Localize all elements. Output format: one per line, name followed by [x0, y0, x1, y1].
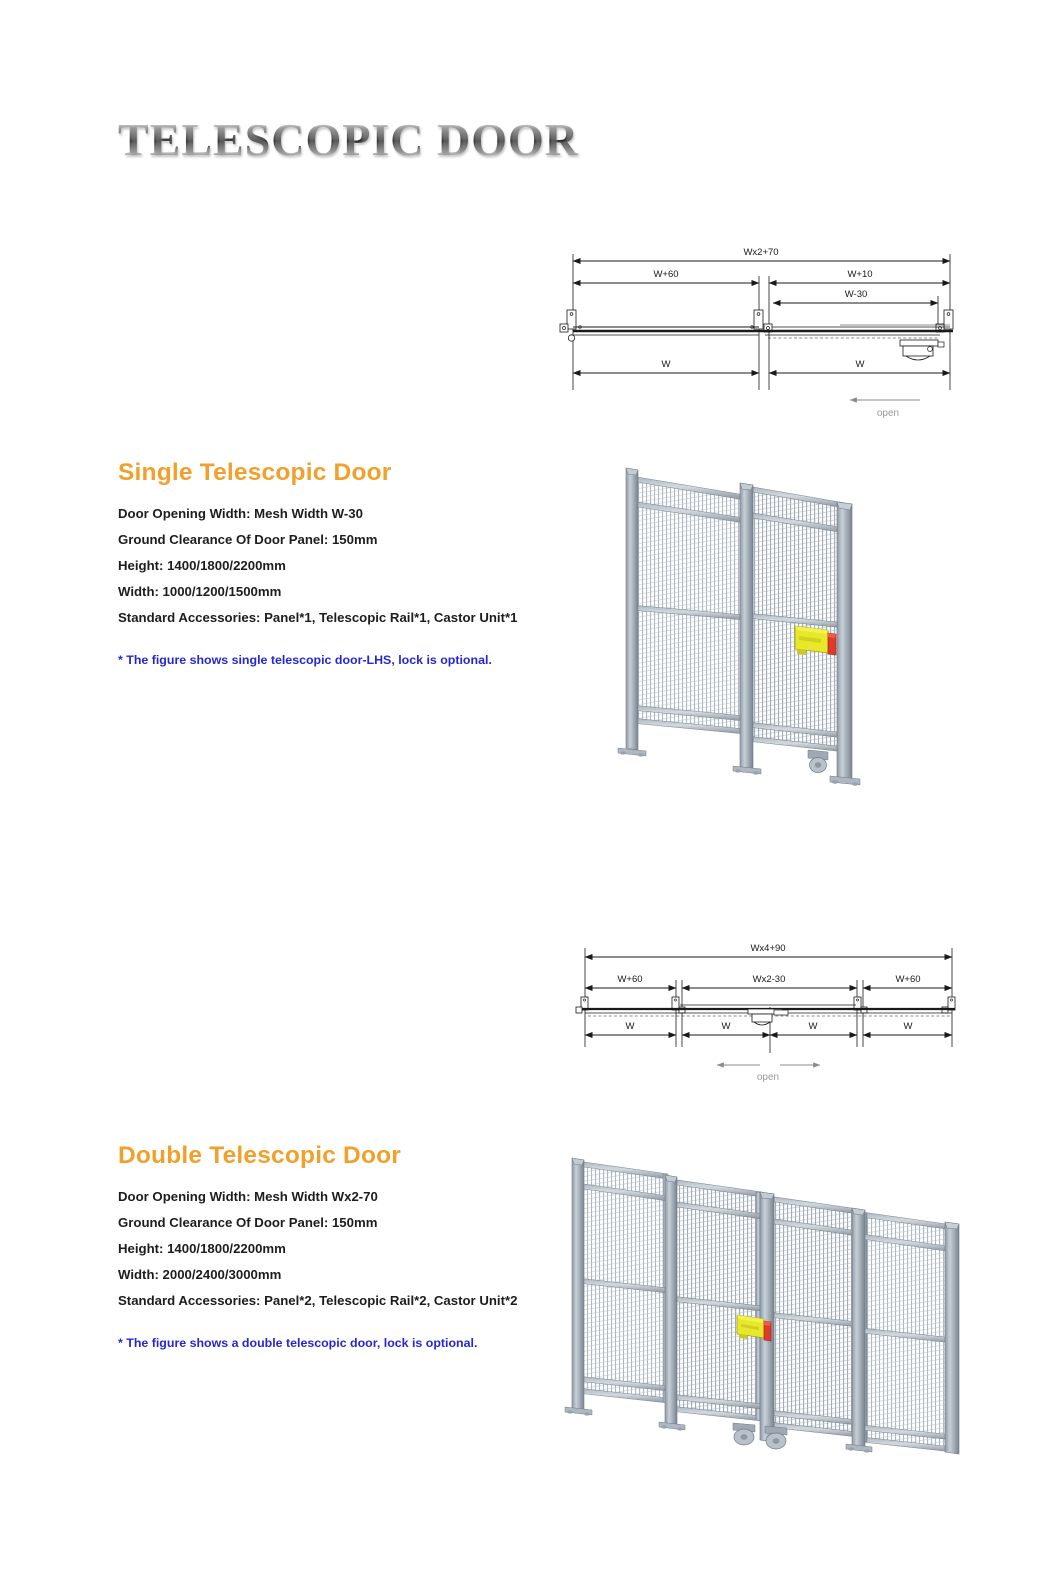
- dimension-label-w60-right: W+60: [895, 974, 921, 985]
- spec-item: Height: 1400/1800/2200mm: [118, 1241, 286, 1256]
- double-door-note: * The figure shows a double telescopic door, lock is optional.: [118, 1336, 478, 1350]
- dimension-label-overall: Wx4+90: [750, 943, 786, 954]
- spec-item: Standard Accessories: Panel*1, Telescopic Rail*1, Castor Unit*1: [118, 610, 518, 625]
- single-door-plan-diagram: [540, 228, 960, 428]
- spec-item: Standard Accessories: Panel*2, Telescopic Rail*2, Castor Unit*2: [118, 1293, 518, 1308]
- open-direction-label: open: [876, 408, 900, 419]
- single-telescopic-door-render: [590, 450, 862, 795]
- dimension-label-w10: W+10: [847, 269, 873, 280]
- spec-item: Ground Clearance Of Door Panel: 150mm: [118, 1215, 378, 1230]
- dimension-label-w-right: W: [855, 359, 865, 370]
- castor-unit: [765, 1426, 787, 1449]
- spec-item: Width: 1000/1200/1500mm: [118, 584, 282, 599]
- dimension-label-w-2: W: [721, 1021, 731, 1032]
- spec-item: Door Opening Width: Mesh Width Wx2-70: [118, 1189, 378, 1204]
- dimension-label-w60-left: W+60: [617, 974, 643, 985]
- dimension-label-overall: Wx2+70: [743, 247, 779, 258]
- double-door-heading: Double Telescopic Door: [118, 1142, 402, 1169]
- spec-item: Ground Clearance Of Door Panel: 150mm: [118, 532, 378, 547]
- dimension-label-wx2minus30: Wx2-30: [752, 974, 786, 985]
- single-door-heading: Single Telescopic Door: [118, 459, 392, 486]
- double-door-plan-diagram: [552, 925, 962, 1085]
- double-door-spec-list: [118, 1184, 517, 1314]
- castor-unit: [733, 1423, 755, 1445]
- dimension-label-wminus30: W-30: [844, 289, 868, 300]
- double-telescopic-door-render: [555, 1130, 980, 1455]
- dimension-label-w-1: W: [625, 1021, 635, 1032]
- dimension-label-w-left: W: [661, 359, 671, 370]
- open-direction-label: open: [756, 1072, 780, 1083]
- single-door-note: * The figure shows single telescopic door-LHS, lock is optional.: [118, 653, 492, 667]
- dimension-label-w-3: W: [808, 1021, 818, 1032]
- page-title: TELESCOPIC DOOR: [118, 114, 580, 165]
- spec-item: Door Opening Width: Mesh Width W-30: [118, 506, 363, 521]
- dimension-label-w60: W+60: [653, 269, 679, 280]
- spec-item: Height: 1400/1800/2200mm: [118, 558, 286, 573]
- single-door-spec-list: [118, 501, 517, 631]
- dimension-label-w-4: W: [903, 1021, 913, 1032]
- spec-item: Width: 2000/2400/3000mm: [118, 1267, 282, 1282]
- castor-unit: [808, 750, 828, 773]
